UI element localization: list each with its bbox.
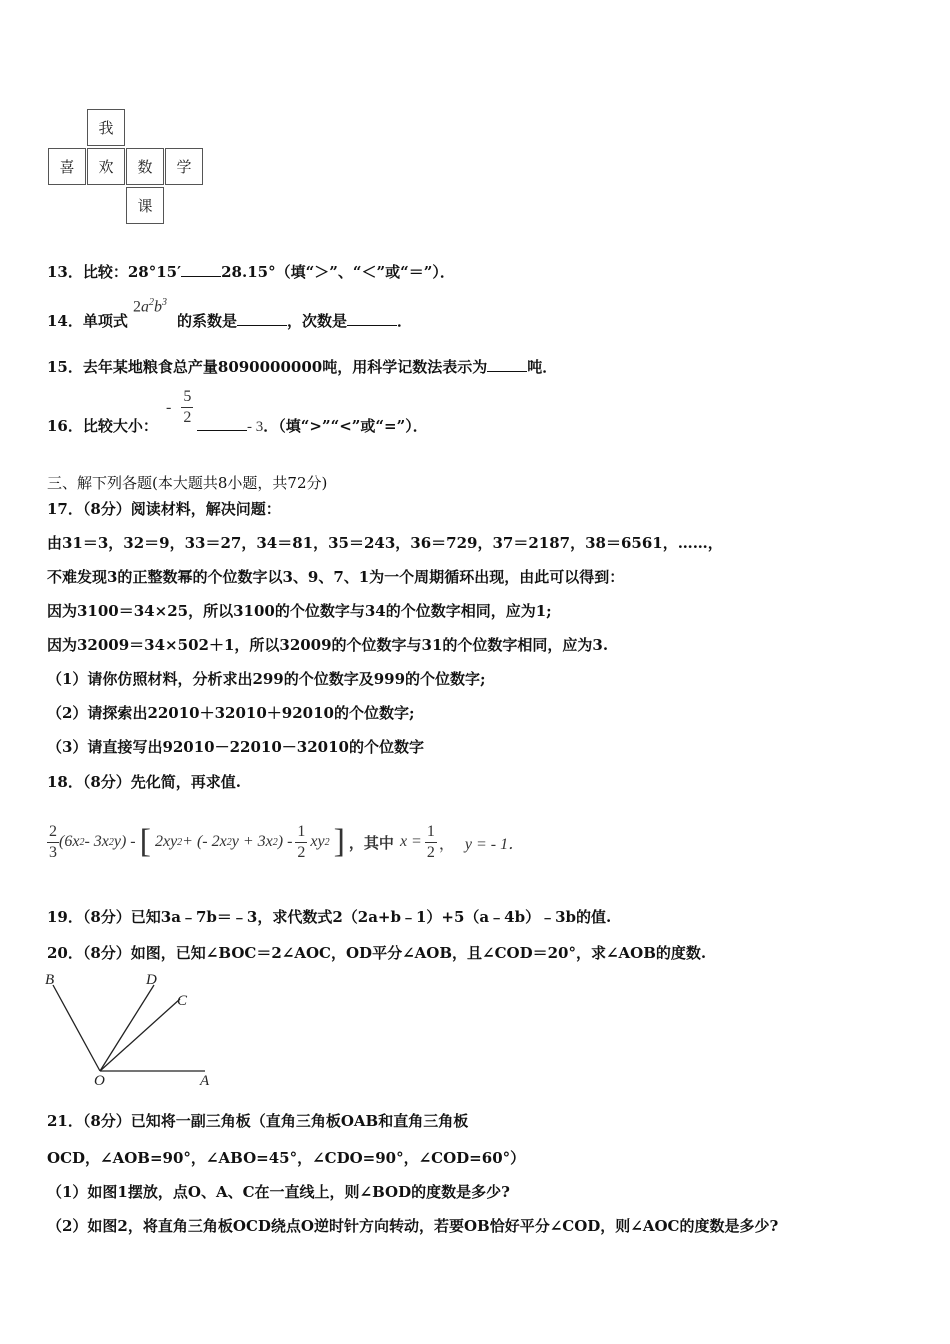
- net-cell-1: 喜: [48, 148, 86, 185]
- q17-sub3: （3）请直接写出92010－22010－32010的个位数字: [47, 738, 424, 756]
- q18-y-expr: y = - 1．: [464, 835, 525, 853]
- question-15: [47, 356, 557, 377]
- q15-text-before: 去年某地粮食总产量8090000000吨，用科学记数法表示为: [82, 358, 488, 376]
- q19-text: 19．（8分）已知3a﹣7b＝﹣3，求代数式2（2a+b﹣1）+5（a﹣4b）﹣3b的值.: [47, 908, 612, 926]
- q16-answer-blank: [197, 416, 247, 431]
- q13-number: 13．: [47, 263, 83, 281]
- label-o: O: [94, 1073, 105, 1089]
- q17-line1: 由31＝3，32＝9，33＝27，34＝81，35＝243，36＝729，37＝2187，38＝6561，……，: [47, 534, 723, 552]
- q21-sub1: （1）如图1摆放，点O、A、C在一直线上，则∠BOD的度数是多少?: [47, 1183, 510, 1201]
- q17-line2: 不难发现3的正整数幂的个位数字以3、9、7、1为一个周期循环出现，由此可以得到：: [47, 568, 625, 586]
- label-b: B: [45, 972, 55, 988]
- q18-bracket-close: ]: [333, 823, 345, 860]
- q20-angle-diagram: [40, 965, 230, 1090]
- q17-line4: 因为32009＝34×502＋1，所以32009的个位数字与31的个位数字相同，应为3.: [47, 636, 609, 654]
- q18-part3: xy: [310, 833, 325, 850]
- q21-line1: 21．（8分）已知将一副三角板（直角三角板OAB和直角三角板: [47, 1112, 469, 1130]
- q18-exp2: 2: [108, 836, 114, 848]
- q21-sub2: （2）如图2，将直角三角板OCD绕点O逆时针方向转动，若要OB恰好平分∠COD，则∠AOC的度数是多少?: [47, 1217, 779, 1235]
- q18-part2: 2xy: [154, 833, 178, 850]
- q16-denominator: 2: [183, 409, 192, 426]
- net-cell-4: 学: [165, 148, 203, 185]
- q16-fraction-expr: [166, 389, 193, 426]
- q18-x-den: 2: [426, 843, 435, 861]
- q18-part1b: - 3x: [84, 833, 109, 850]
- q16-text-before: 比较大小：: [82, 417, 158, 435]
- q17-sub1: （1）请你仿照材料，分析求出299的个位数字及999的个位数字;: [47, 670, 486, 688]
- q14-text-mid: 的系数是: [177, 312, 238, 330]
- q16-fraction: [181, 389, 193, 426]
- q21-line2: OCD，∠AOB=90°，∠ABO=45°，∠CDO=90°，∠COD=60°）: [47, 1149, 526, 1167]
- q13-text-after: 28.15°（填“＞”、“＜”或“＝”）．: [221, 263, 455, 281]
- q18-where: ，其中: [348, 833, 394, 852]
- ray-oc: [100, 999, 180, 1071]
- q20-text: 20．（8分）如图，已知∠BOC＝2∠AOC，OD平分∠AOB，且∠COD＝20°，求∠AOB的度数.: [47, 944, 707, 962]
- question-16: [47, 415, 158, 436]
- q14-blank-coef: [237, 311, 287, 326]
- q18-exp6: 2: [324, 836, 330, 848]
- q18-frac1-num: 2: [47, 824, 59, 843]
- q18-frac1-den: 3: [49, 843, 57, 861]
- q17-line3: 因为3100＝34×25，所以3100的个位数字与34的个位数字相同，应为1;: [47, 602, 552, 620]
- q16-numerator: 5: [181, 389, 193, 408]
- q16-number: 16．: [47, 417, 83, 435]
- q14-var-a: a: [141, 298, 149, 316]
- q18-bracket-open: [: [139, 823, 151, 860]
- net-cell-2: 欢: [87, 148, 125, 185]
- q14-text-mid2: ，次数是: [287, 312, 348, 330]
- q15-number: 15．: [47, 358, 83, 376]
- q18-part2b: + (- 2x: [182, 833, 227, 850]
- q16-text-after: ．（填“>”“<”或“=”）．: [263, 417, 428, 435]
- q16-compare-value: - 3: [247, 419, 264, 435]
- q18-header: 18．（8分）先化简，再求值.: [47, 773, 242, 791]
- q18-part1: (6x: [59, 833, 80, 850]
- q18-x-num: 1: [425, 824, 437, 843]
- question-14: [47, 310, 128, 331]
- question-13: [47, 261, 455, 282]
- q15-answer-blank: [487, 357, 527, 372]
- q15-text-after: 吨．: [527, 358, 558, 376]
- q13-text-before: 比较：28°15′: [82, 263, 182, 281]
- q18-comma: ，: [438, 835, 455, 853]
- q18-frac2-den: 2: [297, 843, 306, 861]
- ray-ob: [53, 985, 100, 1071]
- net-cell-3: 数: [126, 148, 164, 185]
- q18-expression: [47, 823, 524, 861]
- q16-minus: -: [166, 398, 172, 416]
- q13-answer-blank: [181, 262, 221, 277]
- q14-exp-a: 2: [149, 297, 154, 308]
- q18-x-label: x =: [399, 833, 422, 850]
- net-cell-top: 我: [87, 109, 125, 146]
- q14-text-end: ．: [397, 312, 413, 330]
- q18-x-frac: [425, 824, 437, 861]
- q16-rest: [197, 415, 428, 436]
- q18-exp3: 2: [177, 836, 183, 848]
- q17-header: 17．（8分）阅读材料，解决问题：: [47, 500, 281, 518]
- q18-frac1: [47, 824, 59, 861]
- q18-exp1: 2: [79, 836, 85, 848]
- label-d: D: [146, 972, 157, 988]
- ray-od: [100, 985, 154, 1071]
- q18-frac2-num: 1: [295, 824, 307, 843]
- q18-exp5: 2: [272, 836, 278, 848]
- net-cell-bottom: 课: [126, 187, 164, 224]
- q14-number: 14．: [47, 312, 83, 330]
- q14-blank-degree: [347, 311, 397, 326]
- section-3-title: 三、解下列各题(本大题共8小题，共72分): [47, 474, 328, 492]
- q18-exp4: 2: [226, 836, 232, 848]
- q14-coef: 2: [133, 298, 141, 316]
- label-c: C: [177, 993, 188, 1009]
- label-a: A: [200, 1073, 210, 1089]
- q14-monomial: [133, 297, 167, 316]
- q18-part1c: y) -: [113, 833, 136, 850]
- q14-exp-b: 3: [162, 297, 167, 308]
- q14-rest: [177, 310, 412, 331]
- q14-var-b: b: [154, 298, 162, 316]
- q14-text-before: 单项式: [82, 312, 128, 330]
- q18-part2c: y + 3x: [231, 833, 273, 850]
- q18-part2d: ) -: [277, 833, 293, 850]
- q18-frac2: [295, 824, 307, 861]
- q17-sub2: （2）请探索出22010＋32010＋92010的个位数字;: [47, 704, 415, 722]
